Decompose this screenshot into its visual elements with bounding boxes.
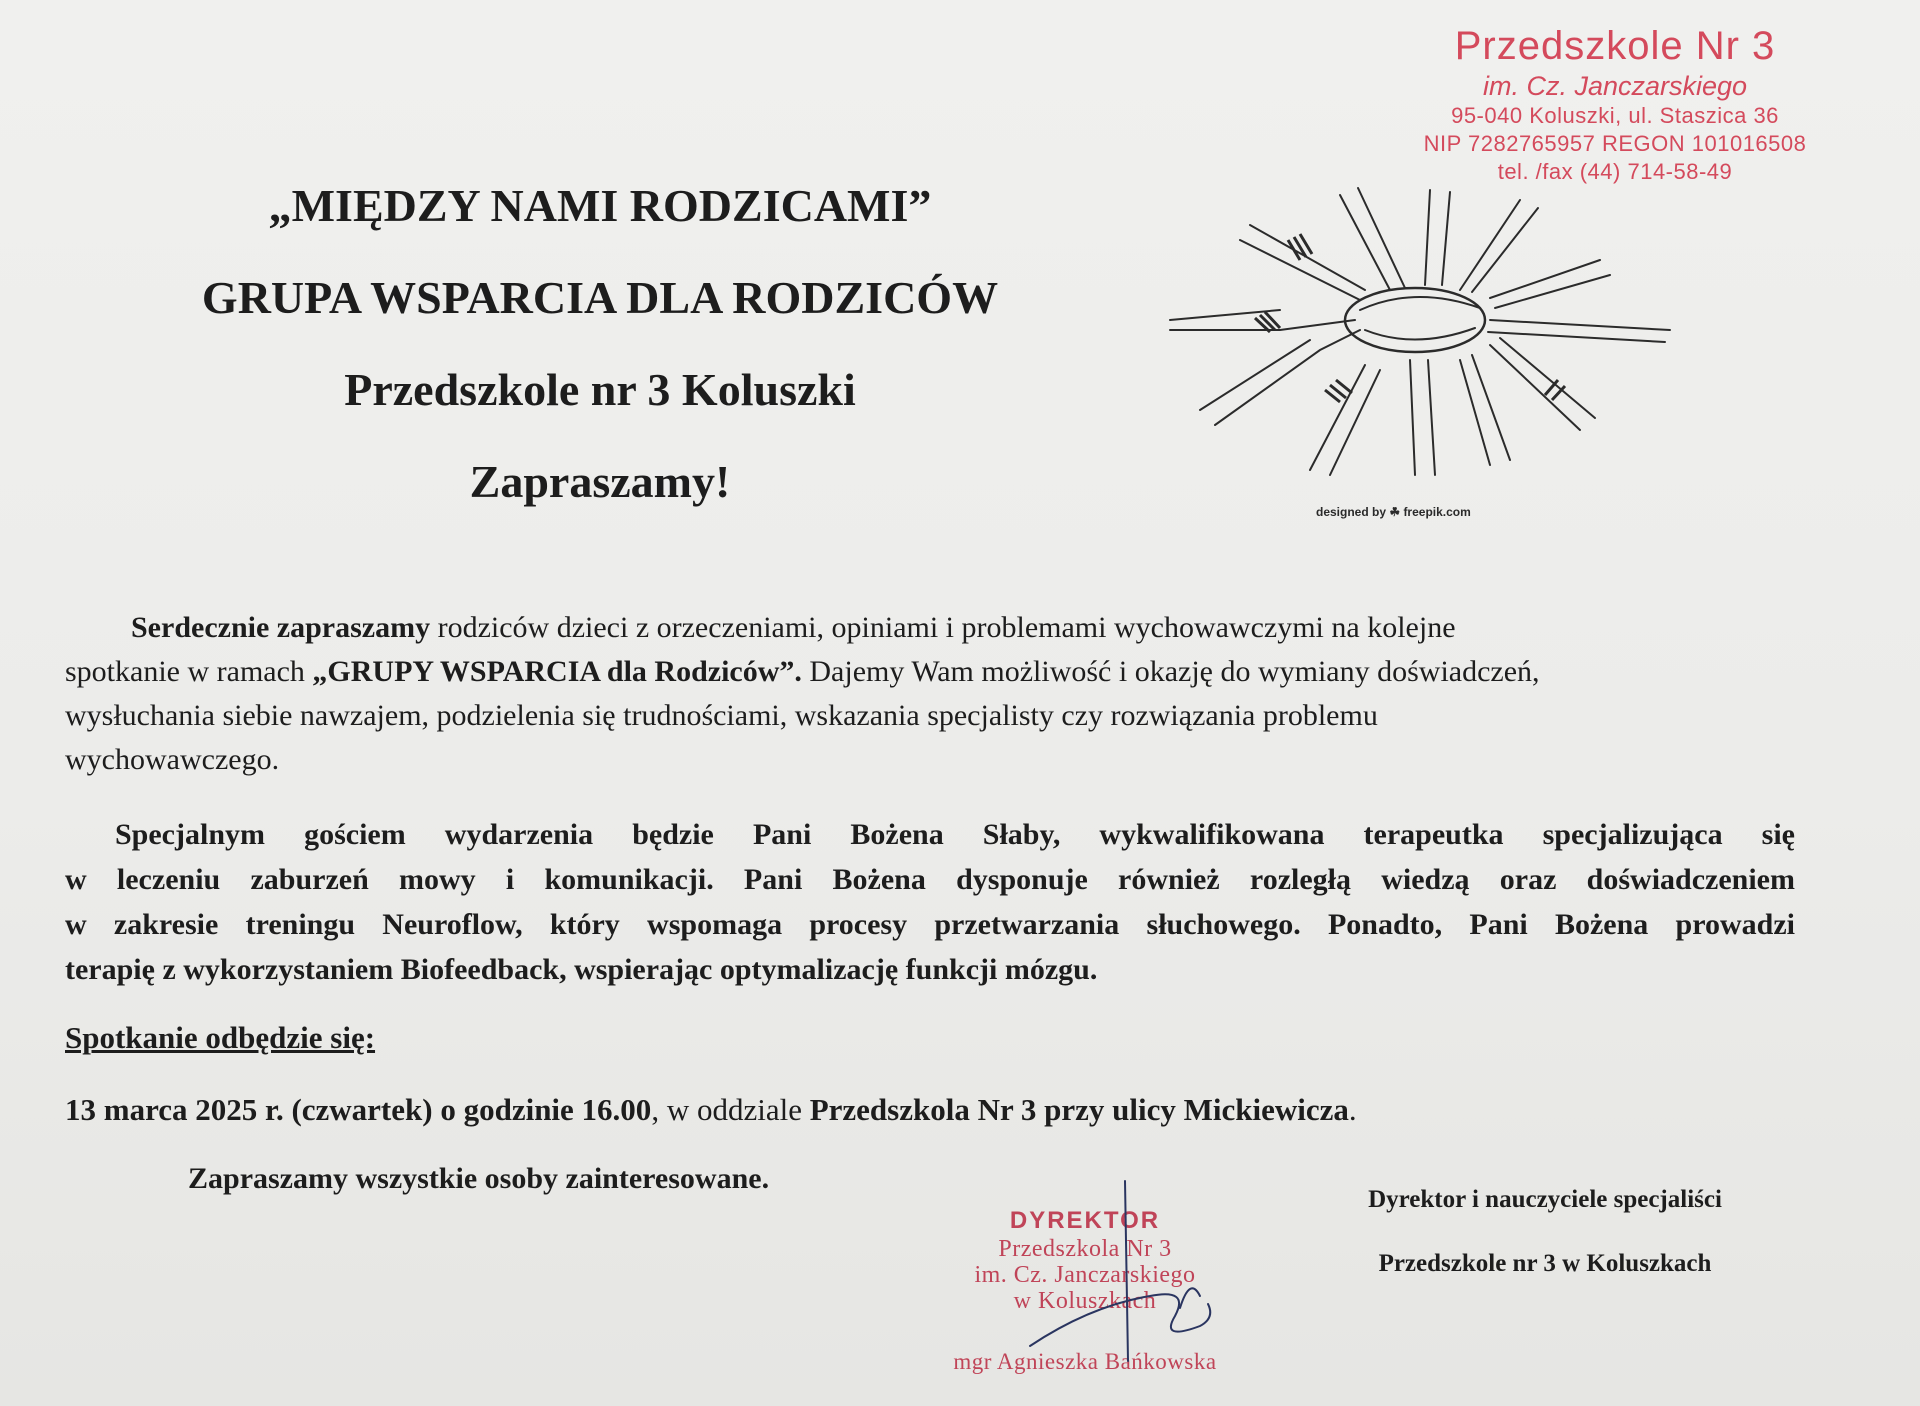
title-school: Przedszkole nr 3 Koluszki (344, 364, 856, 415)
title-subtitle: GRUPA WSPARCIA DLA RODZICÓW (201, 272, 999, 323)
title-block (150, 160, 1050, 528)
director-title: DYREKTOR (1009, 1207, 1161, 1234)
intro-bold: Serdecznie zapraszamy (131, 611, 431, 644)
illustration-credit: designed by ☘ freepik.com (1316, 505, 1471, 519)
director-stamp-line: Przedszkola Nr 3 (998, 1236, 1172, 1262)
meeting-date: 13 marca 2025 r. (czwartek) o godzinie 16.00 (65, 1092, 652, 1127)
intro-paragraph (65, 606, 1795, 782)
title-main: „MIĘDZY NAMI RODZICAMI” (268, 180, 932, 231)
guest-line: Specjalnym gościem wydarzenia będzie Pani Bożena Słaby, wykwalifikowana terapeutka specjalizująca się (115, 818, 1795, 851)
guest-line: terapię z wykorzystaniem Biofeedback, wspierając optymalizację funkcji mózgu. (65, 953, 1098, 986)
guest-paragraph (65, 812, 1795, 992)
signoff-line: Przedszkole nr 3 w Koluszkach (1378, 1250, 1712, 1277)
director-stamp-line: im. Cz. Janczarskiego (974, 1262, 1196, 1288)
stamp-patron: im. Cz. Janczarskiego (1482, 71, 1748, 101)
signoff (1320, 1168, 1770, 1296)
handwritten-signature (1000, 1176, 1240, 1376)
meeting-details (65, 1092, 1357, 1128)
meeting-heading: Spotkanie odbędzie się: (65, 1020, 376, 1055)
stamp-address: 95-040 Koluszki, ul. Staszica 36 (1451, 103, 1779, 128)
meeting-text: , w oddziale (651, 1092, 810, 1127)
guest-line: w zakresie treningu Neuroflow, który wspomaga procesy przetwarzania słuchowego. Ponadto, Pani Bożena prowadzi (65, 908, 1795, 941)
director-name: mgr Agnieszka Bańkowska (953, 1349, 1217, 1374)
stamp-phone: tel. /fax (44) 714-58-49 (1497, 159, 1733, 184)
title-invite: Zapraszamy! (469, 456, 731, 507)
signoff-line: Dyrektor i nauczyciele specjaliści (1368, 1186, 1722, 1213)
intro-text: Dajemy Wam możliwość i okazję do wymiany doświadczeń, (801, 655, 1540, 688)
intro-line (65, 650, 1795, 694)
intro-line: wysłuchania siebie nawzajem, podzielenia się trudnościami, wskazania specjalisty czy rozwiązania problemu (65, 699, 1378, 732)
preschool-header-stamp (1380, 22, 1850, 186)
intro-line (65, 606, 1795, 650)
meeting-text: . (1348, 1092, 1357, 1127)
stamp-ids: NIP 7282765957 REGON 101016508 (1423, 131, 1807, 156)
stamp-name: Przedszkole Nr 3 (1454, 24, 1776, 68)
intro-bold: „GRUPY WSPARCIA dla Rodziców”. (312, 655, 802, 688)
intro-text: spotkanie w ramach (65, 655, 313, 688)
intro-line: wychowawczego. (65, 743, 280, 776)
meeting-place: Przedszkola Nr 3 przy ulicy Mickiewicza (809, 1092, 1349, 1127)
director-stamp-line: w Koluszkach (1013, 1288, 1157, 1314)
closing-invite: Zapraszamy wszystkie osoby zainteresowane. (188, 1162, 770, 1195)
guest-line: w leczeniu zaburzeń mowy i komunikacji. Pani Bożena dysponuje również rozległą wiedzą oraz doświadczeniem (65, 863, 1795, 896)
intro-text: rodziców dzieci z orzeczeniami, opiniami i problemami wychowawczymi na kolejne (430, 611, 1456, 644)
stacked-hands-icon (1160, 180, 1680, 480)
